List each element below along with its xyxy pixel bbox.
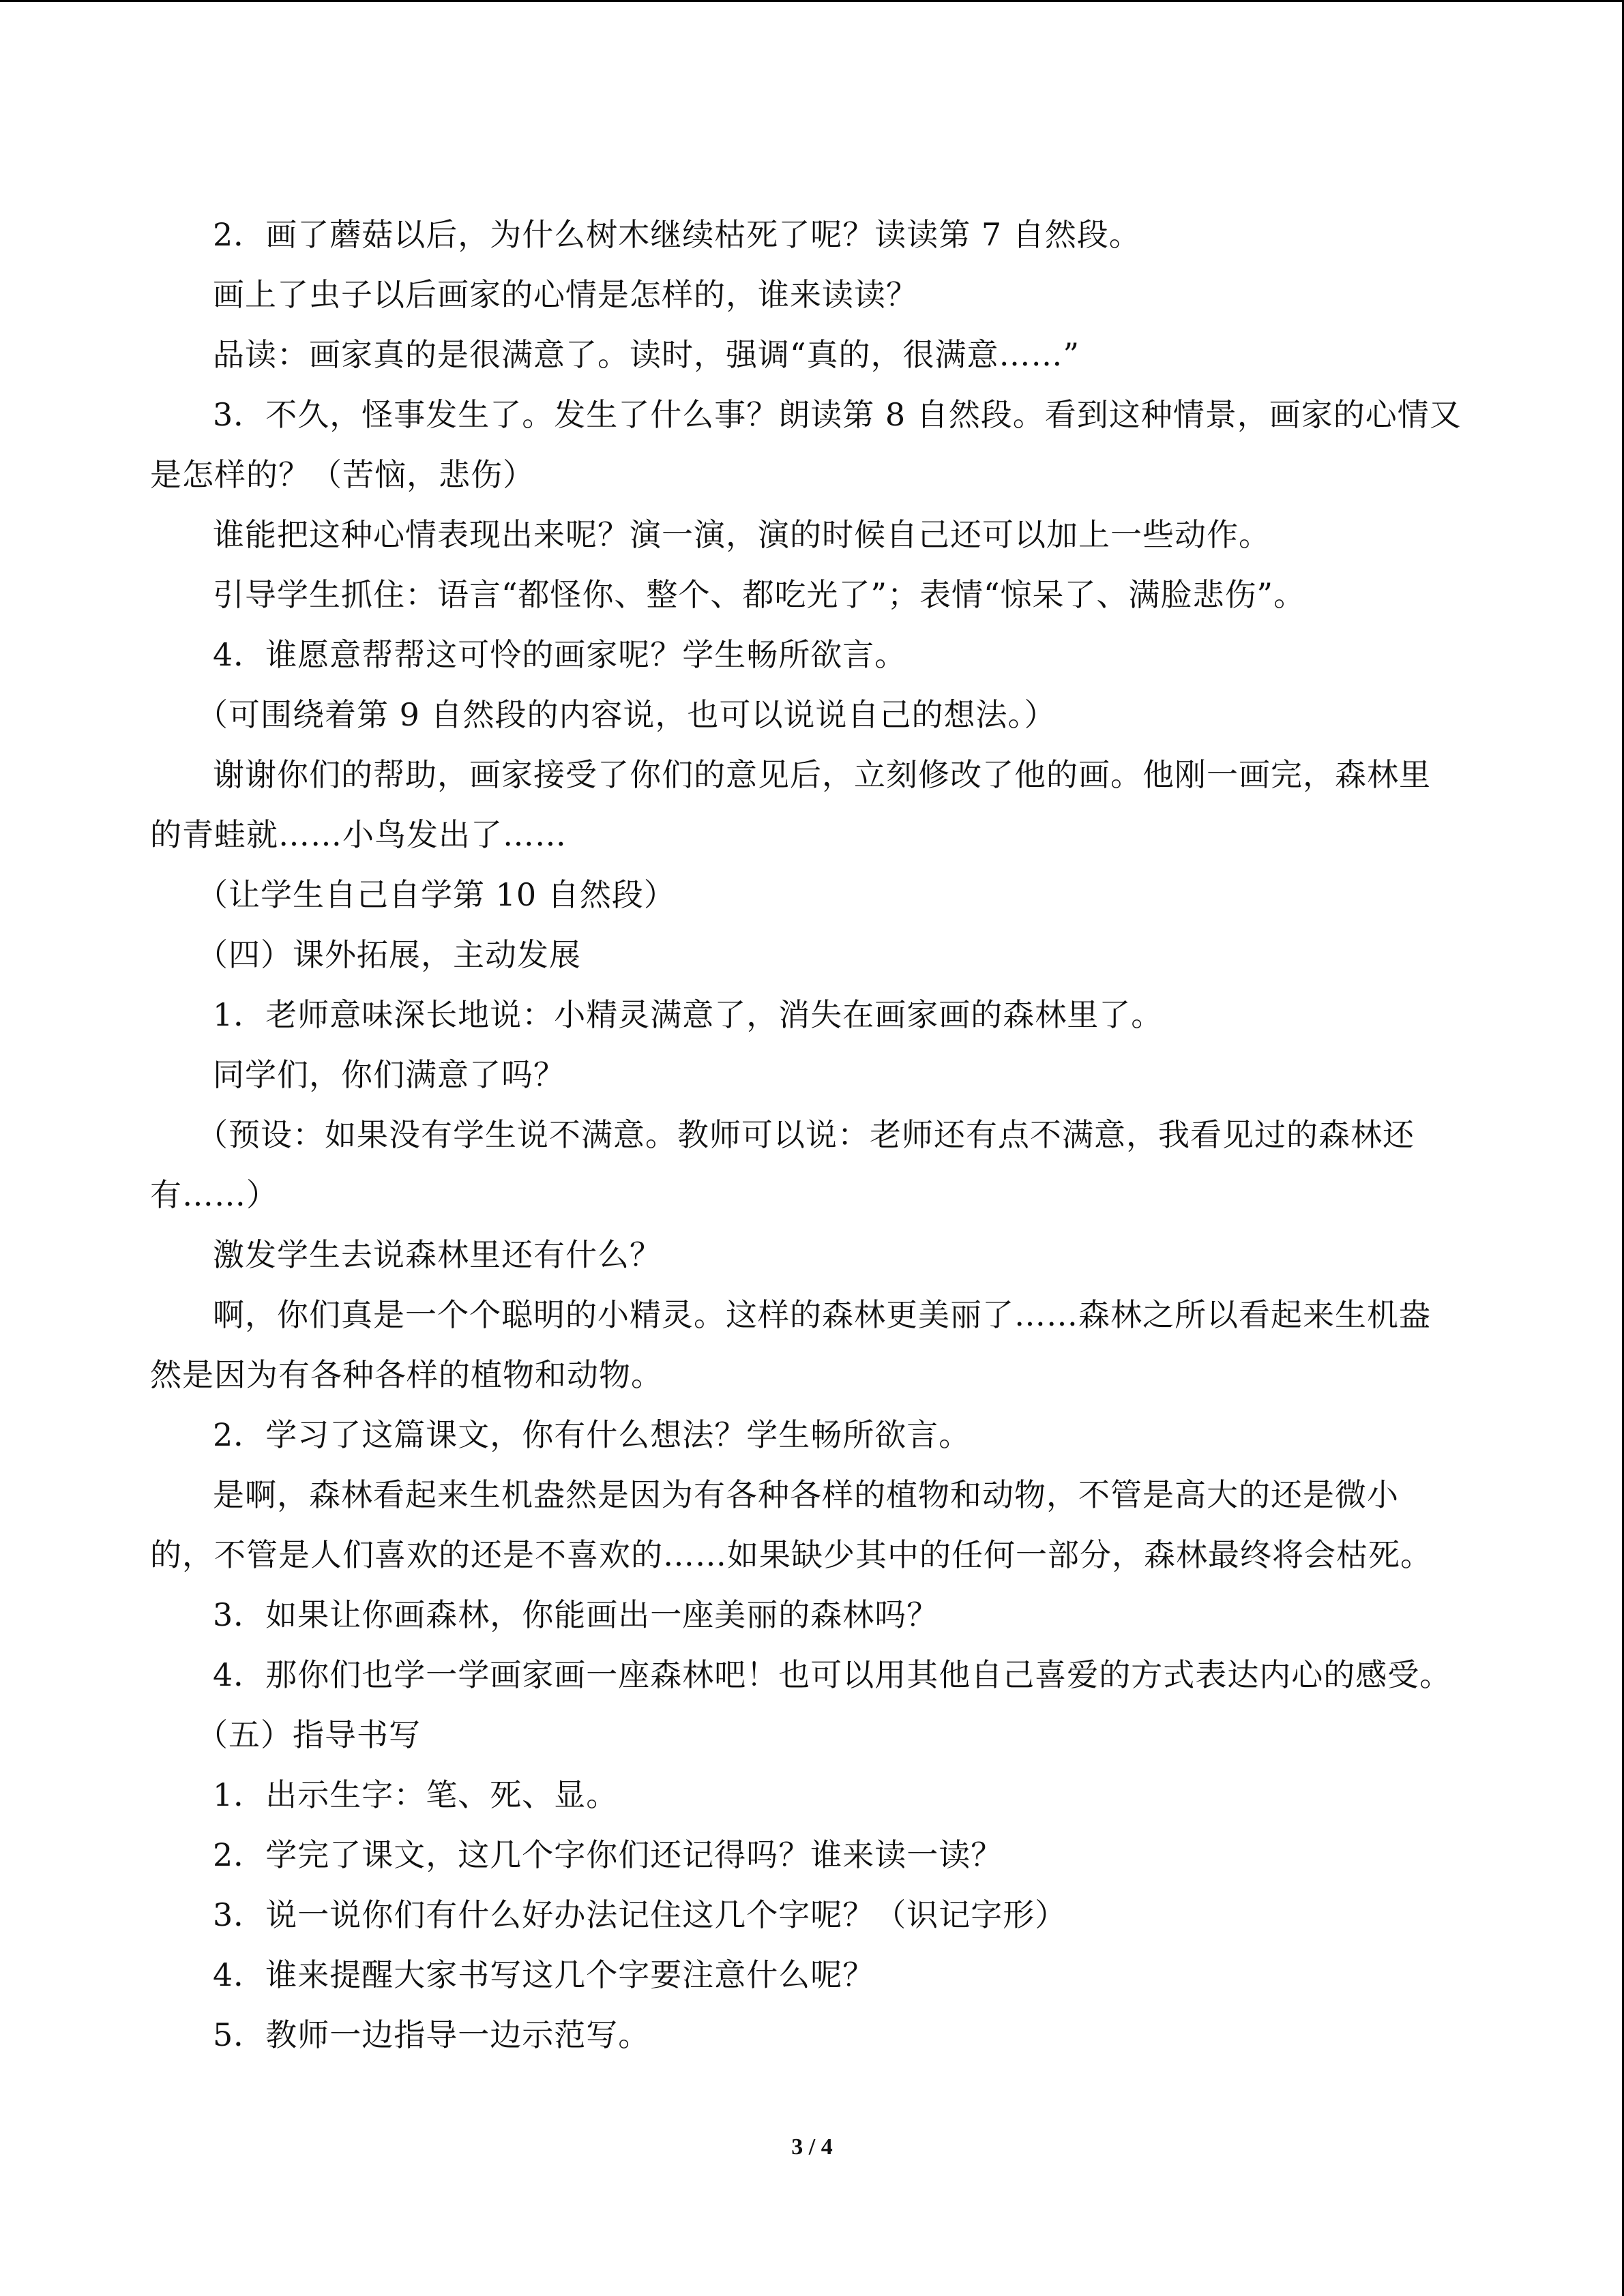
paragraph-line: 同学们，你们满意了吗？ <box>213 1056 565 1093</box>
paragraph-line: 激发学生去说森林里还有什么？ <box>213 1236 662 1273</box>
paragraph-line: 品读：画家真的是很满意了。读时，强调“真的，很满意……” <box>213 336 1080 373</box>
paragraph-line: （四）课外拓展，主动发展 <box>196 936 581 973</box>
paragraph-line: 画上了虫子以后画家的心情是怎样的，谁来读读？ <box>213 276 918 313</box>
page-top-border <box>0 0 1624 2</box>
paragraph-line: 3．说一说你们有什么好办法记住这几个字呢？（识记字形） <box>213 1896 1067 1933</box>
page-number: 3 / 4 <box>791 2134 833 2160</box>
paragraph-line: 然是因为有各种各样的植物和动物。 <box>150 1356 663 1393</box>
paragraph-line: 有……） <box>150 1176 278 1213</box>
paragraph-line: 3．如果让你画森林，你能画出一座美丽的森林吗？ <box>213 1596 939 1633</box>
paragraph-line: 引导学生抓住：语言“都怪你、整个、都吃光了”；表情“惊呆了、满脸悲伤”。 <box>213 576 1306 613</box>
paragraph-line: （可围绕着第 9 自然段的内容说，也可以说说自己的想法。） <box>196 696 1057 733</box>
paragraph-line: 1．老师意味深长地说：小精灵满意了，消失在画家画的森林里了。 <box>213 996 1164 1033</box>
paragraph-line: 4．谁来提醒大家书写这几个字要注意什么呢？ <box>213 1956 875 1993</box>
paragraph-line: （预设：如果没有学生说不满意。教师可以说：老师还有点不满意，我看见过的森林还 <box>196 1116 1415 1153</box>
paragraph-line: 3．不久，怪事发生了。发生了什么事？朗读第 8 自然段。看到这种情景，画家的心情又 <box>213 396 1462 433</box>
paragraph-line: 2．学完了课文，这几个字你们还记得吗？谁来读一读？ <box>213 1836 1003 1873</box>
paragraph-line: 是啊，森林看起来生机盎然是因为有各种各样的植物和动物，不管是高大的还是微小 <box>213 1476 1399 1513</box>
paragraph-line: （让学生自己自学第 10 自然段） <box>196 876 676 913</box>
paragraph-line: 1．出示生字：笔、死、显。 <box>213 1776 619 1813</box>
paragraph-line: 的青蛙就……小鸟发出了…… <box>150 816 567 853</box>
paragraph-line: 谁能把这种心情表现出来呢？演一演，演的时候自己还可以加上一些动作。 <box>213 516 1271 553</box>
paragraph-line: 4．那你们也学一学画家画一座森林吧！也可以用其他自己喜爱的方式表达内心的感受。 <box>213 1656 1452 1693</box>
paragraph-line: 2．学习了这篇课文，你有什么想法？学生畅所欲言。 <box>213 1416 971 1453</box>
paragraph-line: 5．教师一边指导一边示范写。 <box>213 2016 651 2053</box>
paragraph-line: 4．谁愿意帮帮这可怜的画家呢？学生畅所欲言。 <box>213 636 907 673</box>
paragraph-line: 啊，你们真是一个个聪明的小精灵。这样的森林更美丽了……森林之所以看起来生机盎 <box>213 1296 1431 1333</box>
paragraph-line: 的，不管是人们喜欢的还是不喜欢的……如果缺少其中的任何一部分，森林最终将会枯死。 <box>150 1536 1432 1573</box>
paragraph-line: 是怎样的？（苦恼，悲伤） <box>150 456 535 493</box>
paragraph-line: 2．画了蘑菇以后，为什么树木继续枯死了呢？读读第 7 自然段。 <box>213 216 1141 253</box>
paragraph-line: 谢谢你们的帮助，画家接受了你们的意见后，立刻修改了他的画。他刚一画完，森林里 <box>213 756 1431 793</box>
paragraph-line: （五）指导书写 <box>196 1716 421 1753</box>
document-body <box>150 205 1480 2065</box>
